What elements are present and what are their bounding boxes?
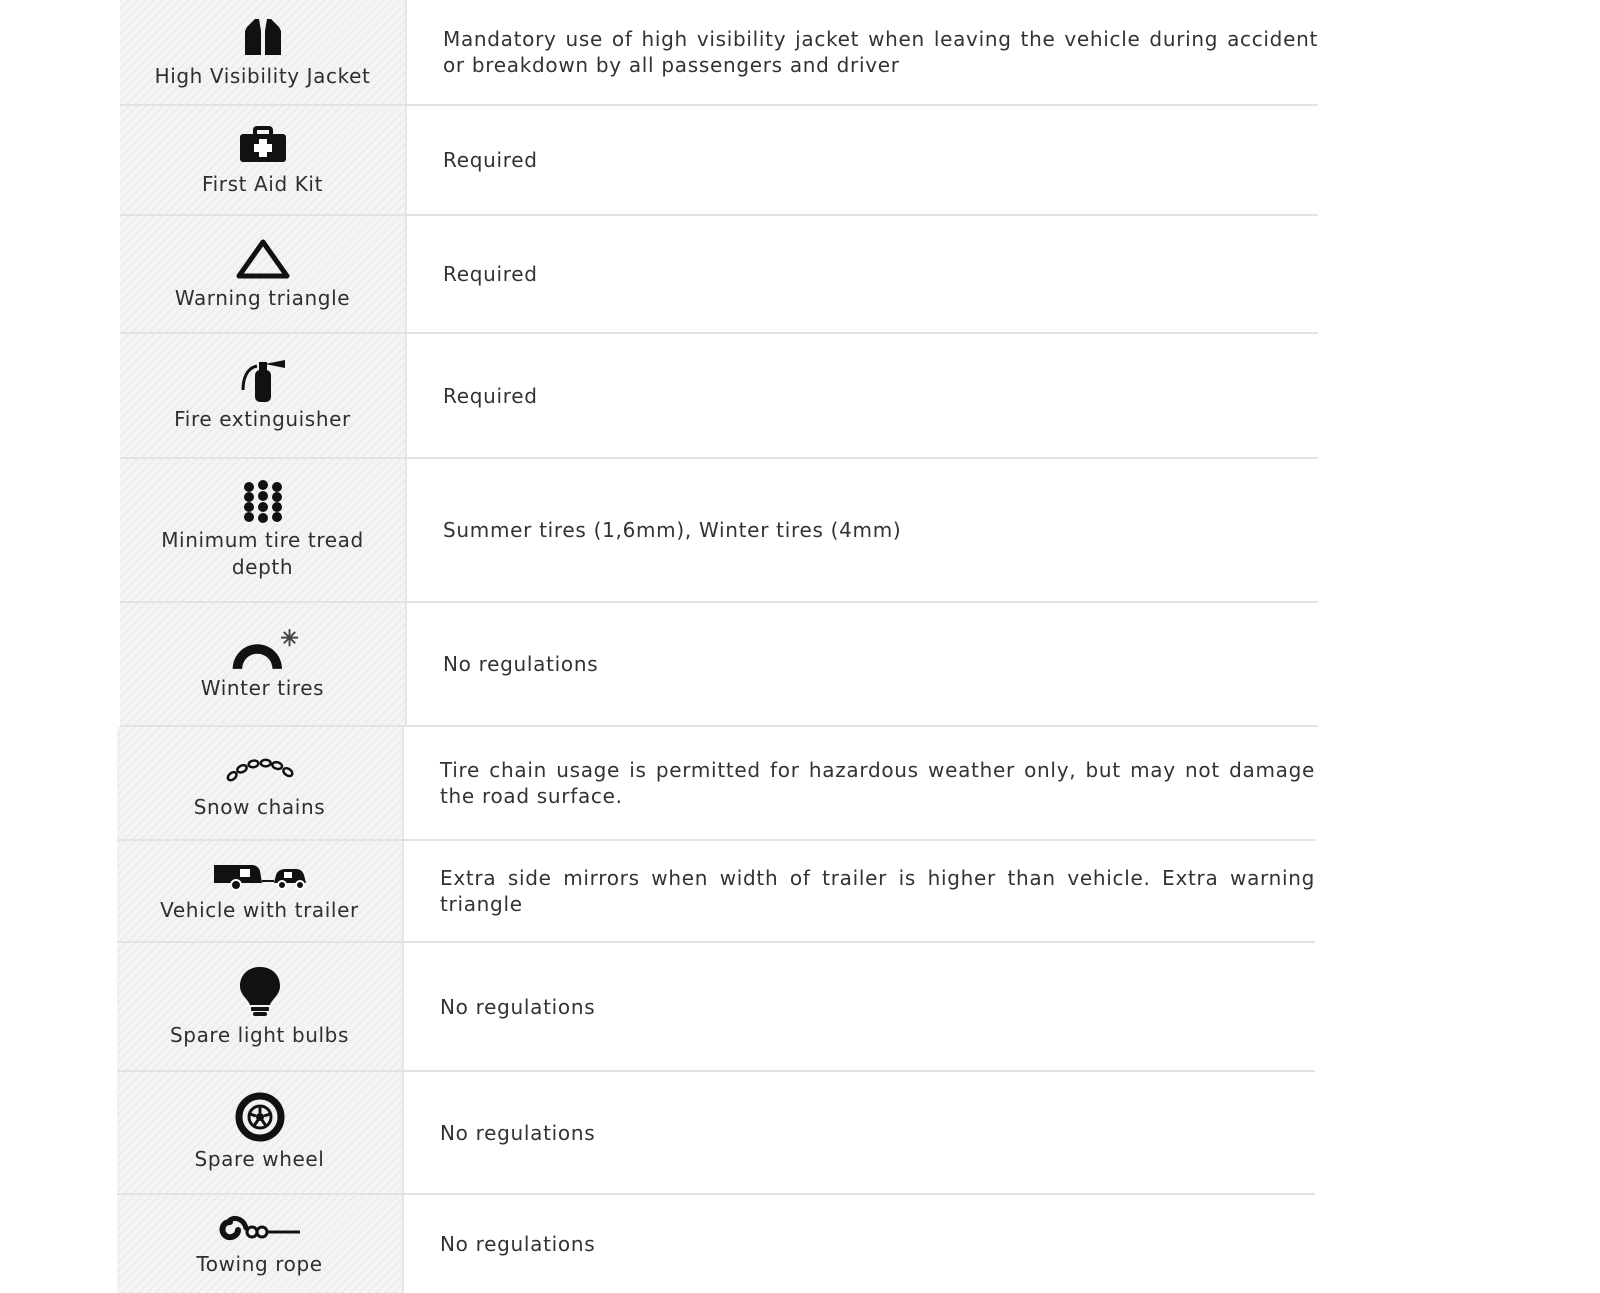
row-value: No regulations [440, 1232, 596, 1256]
value-cell [404, 841, 1315, 941]
row-label: Spare wheel [194, 1147, 325, 1171]
first-aid-kit-icon [227, 123, 299, 167]
row-value: Mandatory use of high visibility jacket when leaving the vehicle during accident or breakdown by all passengers and driver [443, 27, 1318, 77]
table-row [120, 0, 1318, 106]
label-cell [120, 216, 407, 332]
label-cell [120, 334, 407, 457]
table-row [120, 459, 1318, 603]
row-label: Spare light bulbs [169, 1023, 350, 1047]
towing-rope-icon [214, 1211, 306, 1247]
light-bulb-icon [224, 964, 296, 1018]
row-label: Snow chains [193, 794, 326, 819]
row-label: High Visibility Jacket [154, 63, 371, 88]
value-cell [407, 459, 1318, 601]
snow-chains-icon [224, 746, 296, 790]
table-row [120, 216, 1318, 334]
value-cell [407, 334, 1318, 457]
tire-tread-icon [227, 479, 299, 523]
value-cell [407, 603, 1318, 725]
label-cell [120, 603, 407, 725]
row-label: Vehicle with trailer [160, 897, 359, 922]
row-value: Required [443, 383, 538, 408]
table-row [117, 943, 1315, 1072]
row-value: No regulations [440, 1120, 596, 1145]
row-value: No regulations [440, 994, 596, 1019]
value-cell [407, 0, 1318, 104]
fire-extinguisher-icon [227, 358, 299, 402]
row-value: Required [443, 148, 538, 172]
row-label: Warning triangle [174, 285, 351, 310]
high-visibility-jacket-icon [227, 15, 299, 59]
label-cell [117, 1072, 404, 1193]
vehicle-with-trailer-icon [210, 859, 310, 893]
row-label: Towing rope [196, 1251, 323, 1276]
row-label: Winter tires [200, 675, 325, 700]
spare-wheel-icon [224, 1092, 296, 1142]
table-row [120, 106, 1318, 216]
row-label: Fire extinguisher [174, 407, 351, 431]
table-row [117, 1072, 1315, 1195]
table-row [120, 603, 1318, 727]
label-cell [120, 106, 407, 214]
table-row [117, 727, 1315, 841]
row-value: Tire chain usage is permitted for hazardous weather only, but may not damage the road surface. [440, 758, 1315, 808]
label-cell [117, 943, 404, 1070]
table-row [117, 841, 1315, 943]
label-cell [120, 0, 407, 104]
value-cell [404, 1072, 1315, 1193]
value-cell [407, 106, 1318, 214]
row-value: Summer tires (1,6mm), Winter tires (4mm) [443, 518, 902, 542]
row-label: Minimum tire tread depth [161, 528, 364, 579]
row-value: Required [443, 262, 538, 286]
warning-triangle-icon [227, 237, 299, 281]
row-value: Extra side mirrors when width of trailer is higher than vehicle. Extra warning triangle [440, 866, 1315, 916]
label-cell [117, 1195, 404, 1293]
row-label: First Aid Kit [201, 171, 324, 196]
value-cell [407, 216, 1318, 332]
label-cell [117, 727, 404, 839]
value-cell [404, 943, 1315, 1070]
winter-tire-icon [227, 627, 299, 671]
row-value: No regulations [443, 652, 599, 676]
table-row [117, 1195, 1315, 1293]
value-cell [404, 727, 1315, 839]
value-cell [404, 1195, 1315, 1293]
label-cell [120, 459, 407, 601]
table-row [120, 334, 1318, 459]
label-cell [117, 841, 404, 941]
